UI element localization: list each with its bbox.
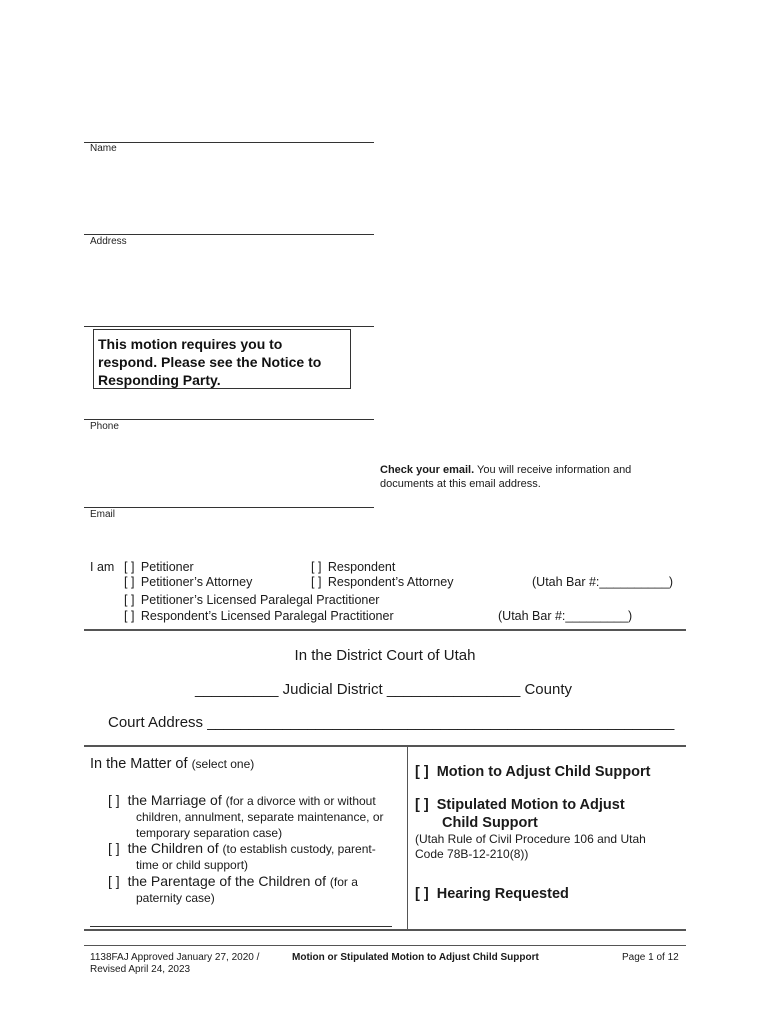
checkbox-respondents-attorney[interactable] xyxy=(311,574,453,590)
caption-bottom-border xyxy=(84,929,686,931)
parentage-note-1: (for a xyxy=(329,875,358,889)
email-notice-bold: Check your email. xyxy=(380,464,475,476)
email-label: Email xyxy=(90,509,116,520)
phone-label: Phone xyxy=(90,421,119,432)
parentage-label: the Parentage of the Children of xyxy=(127,873,327,889)
checkbox-bracket: [ ] xyxy=(124,575,135,589)
marriage-label: the Marriage of xyxy=(127,792,222,808)
checkbox-petitioner-lpp[interactable] xyxy=(124,592,379,608)
matter-heading xyxy=(90,756,254,772)
checkbox-respondent[interactable] xyxy=(311,559,395,575)
matter-heading-text: In the Matter of xyxy=(90,756,188,772)
court-address-blank[interactable]: ________________________________________________________ xyxy=(207,714,675,731)
email-line xyxy=(84,507,374,508)
stipulated-label-2: Child Support xyxy=(442,815,538,831)
stipulated-label-1: Stipulated Motion to Adjust xyxy=(436,797,625,813)
checkbox-bracket: [ ] xyxy=(311,575,322,589)
marriage-note-1: (for a divorce with or without xyxy=(225,794,376,808)
checkbox-motion-adjust[interactable] xyxy=(415,763,650,781)
email-notice-line-2: documents at this email address. xyxy=(380,478,541,490)
motion-adjust-label: Motion to Adjust Child Support xyxy=(436,764,651,780)
checkbox-bracket: [ ] xyxy=(415,886,429,902)
checkbox-respondent-lpp[interactable] xyxy=(124,608,394,624)
email-notice xyxy=(380,463,680,491)
petitioner-lpp-label: Petitioner’s Licensed Paralegal Practitioner xyxy=(140,593,380,607)
footer-approved: 1138FAJ Approved January 27, 2020 / xyxy=(90,952,260,963)
footer-form-id xyxy=(90,952,259,976)
judicial-district-line xyxy=(195,681,572,698)
footer-page-number: Page 1 of 12 xyxy=(622,952,679,963)
address-line xyxy=(84,234,374,235)
checkbox-petitioners-attorney[interactable] xyxy=(124,574,252,590)
matter-name-line[interactable] xyxy=(90,926,392,927)
i-am-label: I am xyxy=(90,560,115,574)
checkbox-bracket: [ ] xyxy=(108,792,120,808)
checkbox-bracket: [ ] xyxy=(108,873,120,889)
checkbox-bracket: [ ] xyxy=(108,840,120,856)
checkbox-children[interactable] xyxy=(108,840,408,873)
checkbox-petitioner[interactable] xyxy=(124,559,194,575)
notice-line-1: This motion requires you to xyxy=(98,336,283,352)
respondents-attorney-label: Respondent’s Attorney xyxy=(327,575,454,589)
checkbox-bracket: [ ] xyxy=(124,593,135,607)
footer-title: Motion or Stipulated Motion to Adjust Child Support xyxy=(292,952,539,963)
utah-bar-number-2[interactable]: (Utah Bar #:_________) xyxy=(498,609,633,623)
email-notice-text: You will receive information and xyxy=(474,464,632,476)
footer-divider xyxy=(84,945,686,946)
marriage-note-3: temporary separation case) xyxy=(136,826,283,840)
name-line xyxy=(84,142,374,143)
checkbox-stipulated-motion[interactable] xyxy=(415,796,625,832)
party-section-divider xyxy=(84,629,686,631)
response-notice-box xyxy=(93,329,351,389)
checkbox-bracket: [ ] xyxy=(124,560,135,574)
checkbox-bracket: [ ] xyxy=(124,609,135,623)
checkbox-marriage[interactable] xyxy=(108,792,408,841)
footer-revised: Revised April 24, 2023 xyxy=(90,964,191,975)
petitioners-attorney-label: Petitioner’s Attorney xyxy=(140,575,253,589)
court-address-label: Court Address xyxy=(108,714,204,731)
name-label: Name xyxy=(90,143,117,154)
checkbox-hearing-requested[interactable] xyxy=(415,885,569,903)
matter-heading-note: (select one) xyxy=(191,757,255,771)
children-label: the Children of xyxy=(127,840,219,856)
caption-top-border xyxy=(84,745,686,747)
rule-citation-2: Code 78B-12-210(8)) xyxy=(415,847,529,861)
county-label: County xyxy=(524,681,572,698)
district-blank[interactable]: __________ xyxy=(195,681,279,698)
checkbox-bracket: [ ] xyxy=(311,560,322,574)
court-title: In the District Court of Utah xyxy=(294,647,476,664)
address-label: Address xyxy=(90,236,127,247)
utah-bar-number-1[interactable]: (Utah Bar #:__________) xyxy=(532,575,674,589)
rule-citation-1: (Utah Rule of Civil Procedure 106 and Utah xyxy=(415,832,646,846)
marriage-note-2: children, annulment, separate maintenance, or xyxy=(136,810,384,824)
checkbox-parentage[interactable] xyxy=(108,873,408,906)
rule-citation xyxy=(415,832,685,862)
children-note-2: time or child support) xyxy=(136,858,249,872)
court-address-line xyxy=(108,714,674,731)
checkbox-bracket: [ ] xyxy=(415,797,429,813)
address-line-2 xyxy=(84,326,374,327)
respondent-label: Respondent xyxy=(327,560,396,574)
phone-line xyxy=(84,419,374,420)
respondent-lpp-label: Respondent’s Licensed Paralegal Practitioner xyxy=(140,609,394,623)
notice-line-2: respond. Please see the Notice to xyxy=(98,354,322,370)
children-note-1: (to establish custody, parent- xyxy=(222,842,376,856)
checkbox-bracket: [ ] xyxy=(415,764,429,780)
parentage-note-2: paternity case) xyxy=(136,891,215,905)
hearing-requested-label: Hearing Requested xyxy=(436,886,569,902)
petitioner-label: Petitioner xyxy=(140,560,194,574)
county-blank[interactable]: ________________ xyxy=(386,681,521,698)
judicial-district-label: Judicial District xyxy=(282,681,383,698)
notice-line-3: Responding Party. xyxy=(98,372,221,388)
